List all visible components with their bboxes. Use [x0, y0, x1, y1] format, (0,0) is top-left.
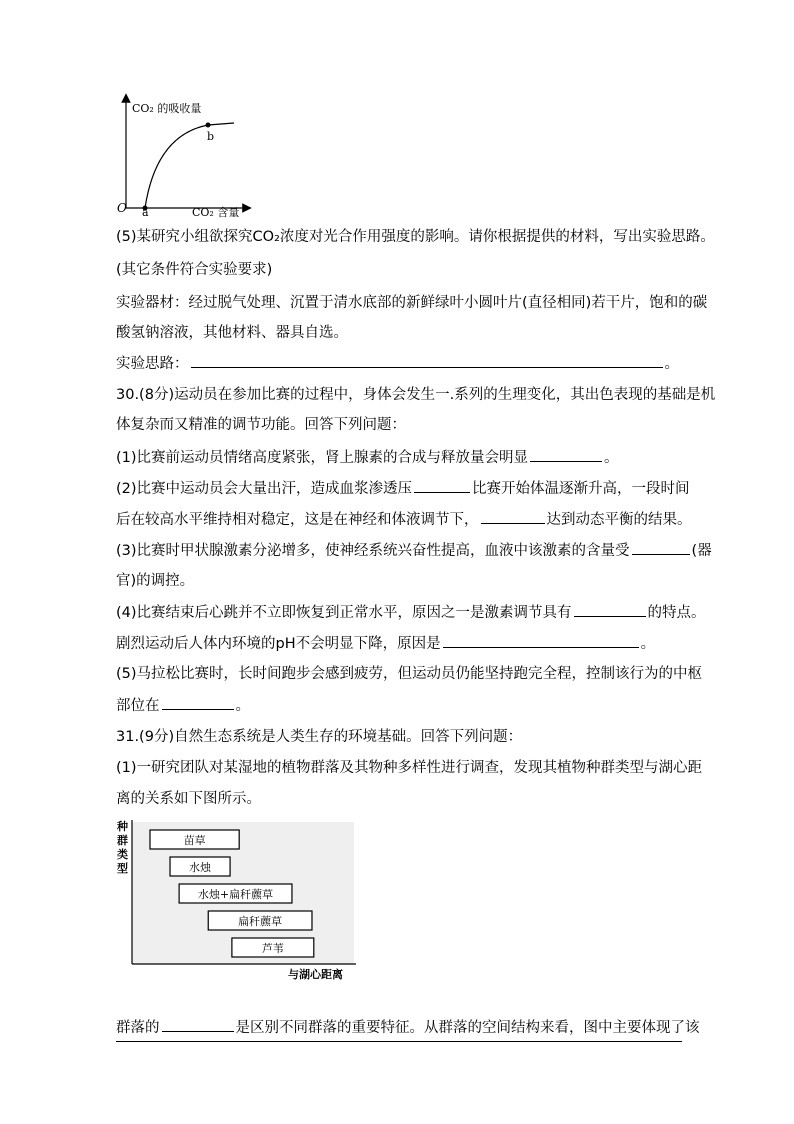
- x-axis-label: 与湖心距离: [288, 968, 343, 981]
- y-axis-label-3: 类: [117, 848, 128, 861]
- q30-p1: (1)比赛前运动员情绪高度紧张，肾上腺素的合成与释放量会明显 。: [116, 447, 619, 468]
- population-bar-label: 苗草: [183, 834, 206, 847]
- y-axis-label-2: 群: [117, 834, 128, 847]
- answer-blank-30-1[interactable]: [530, 447, 602, 462]
- point-a-label: a: [142, 206, 149, 219]
- point-b-label: b: [207, 130, 215, 143]
- q30-p3-line2: 官)的调控。: [116, 573, 195, 589]
- q5-line2: (其它条件符合实验要求): [116, 262, 273, 278]
- q30-p5-line1: (5)马拉松比赛时，长时间跑步会感到疲劳，但运动员仍能坚持跑完全程，控制该行为的中枢: [116, 666, 703, 682]
- population-distance-graph: [110, 816, 360, 982]
- q30-p2-line1: (2)比赛中运动员会大量出汗，造成血浆渗透压 比赛开始体温逐渐升高，一段时间: [116, 478, 690, 499]
- point-b: [206, 123, 211, 128]
- q5-line4: 酸氢钠溶液，其他材料、器具自选。: [116, 325, 348, 341]
- q31-line1: 31.(9分)自然生态系统是人类生存的环境基础。回答下列问题：: [116, 729, 523, 745]
- population-bar-label: 水烛: [189, 861, 212, 874]
- q31-line3: 离的关系如下图所示。: [116, 791, 261, 807]
- q30-line2: 体复杂而又精准的调节功能。回答下列问题：: [116, 417, 406, 433]
- answer-blank-30-2b[interactable]: [481, 509, 545, 524]
- answer-blank-30-5[interactable]: [162, 695, 234, 710]
- answer-blank-31-1[interactable]: [162, 1017, 234, 1032]
- q30-p4-line1: (4)比赛结束后心跳并不立即恢复到正常水平，原因之一是激素调节具有 的特点。: [116, 602, 706, 623]
- footer-rule: [116, 1041, 682, 1042]
- answer-blank-q5[interactable]: [191, 353, 663, 368]
- y-axis-label-4: 型: [117, 862, 128, 875]
- q5-line3: 实验器材：经过脱气处理、沉置于清水底部的新鲜绿叶小圆叶片(直径相同)若干片，饱和的碳: [116, 295, 708, 311]
- population-bar-label: 芦苇: [261, 942, 284, 955]
- population-bar-label: 扁秆藨草: [238, 915, 283, 928]
- q5-line1: (5)某研究小组欲探究CO₂浓度对光合作用强度的影响。请你根据提供的材料，写出实验思路。: [116, 229, 715, 245]
- q31-line2: (1)一研究团队对某湿地的植物群落及其物种多样性进行调查，发现其植物种群类型与湖心距: [116, 760, 703, 776]
- q30-p4-line2: 剧烈运动后人体内环境的pH不会明显下降，原因是 。: [116, 633, 655, 654]
- answer-blank-30-3[interactable]: [632, 540, 690, 555]
- q5-line5: 实验思路： 。: [116, 353, 679, 374]
- answer-blank-30-4b[interactable]: [443, 633, 639, 648]
- population-bar-label: 水烛+扁秆藨草: [197, 888, 274, 901]
- q31-last-line: 群落的 是区别不同群落的重要特征。从群落的空间结构来看，图中主要体现了该: [116, 1017, 700, 1038]
- q30-line1: 30.(8分)运动员在参加比赛的过程中，身体会发生一.系列的生理变化，其出色表现的基础是机: [116, 387, 716, 403]
- y-axis-label-1: 种: [117, 820, 128, 833]
- x-axis-label: CO₂ 含量: [192, 206, 240, 219]
- y-axis-label: CO₂ 的吸收量: [132, 102, 202, 115]
- q5-label: 实验思路：: [116, 356, 189, 372]
- co2-absorption-graph: [112, 92, 252, 222]
- absorption-curve: [145, 123, 234, 208]
- q30-p5-line2: 部位在 。: [116, 695, 250, 716]
- answer-blank-30-4a[interactable]: [574, 602, 646, 617]
- q30-p3-line1: (3)比赛时甲状腺激素分泌增多，使神经系统兴奋性提高，血液中该激素的含量受 (器: [116, 540, 712, 561]
- q30-p2-line2: 后在较高水平维持相对稳定，这是在神经和体液调节下， 达到动态平衡的结果。: [116, 509, 692, 530]
- answer-blank-30-2a[interactable]: [414, 478, 470, 493]
- origin-label: O: [117, 201, 127, 215]
